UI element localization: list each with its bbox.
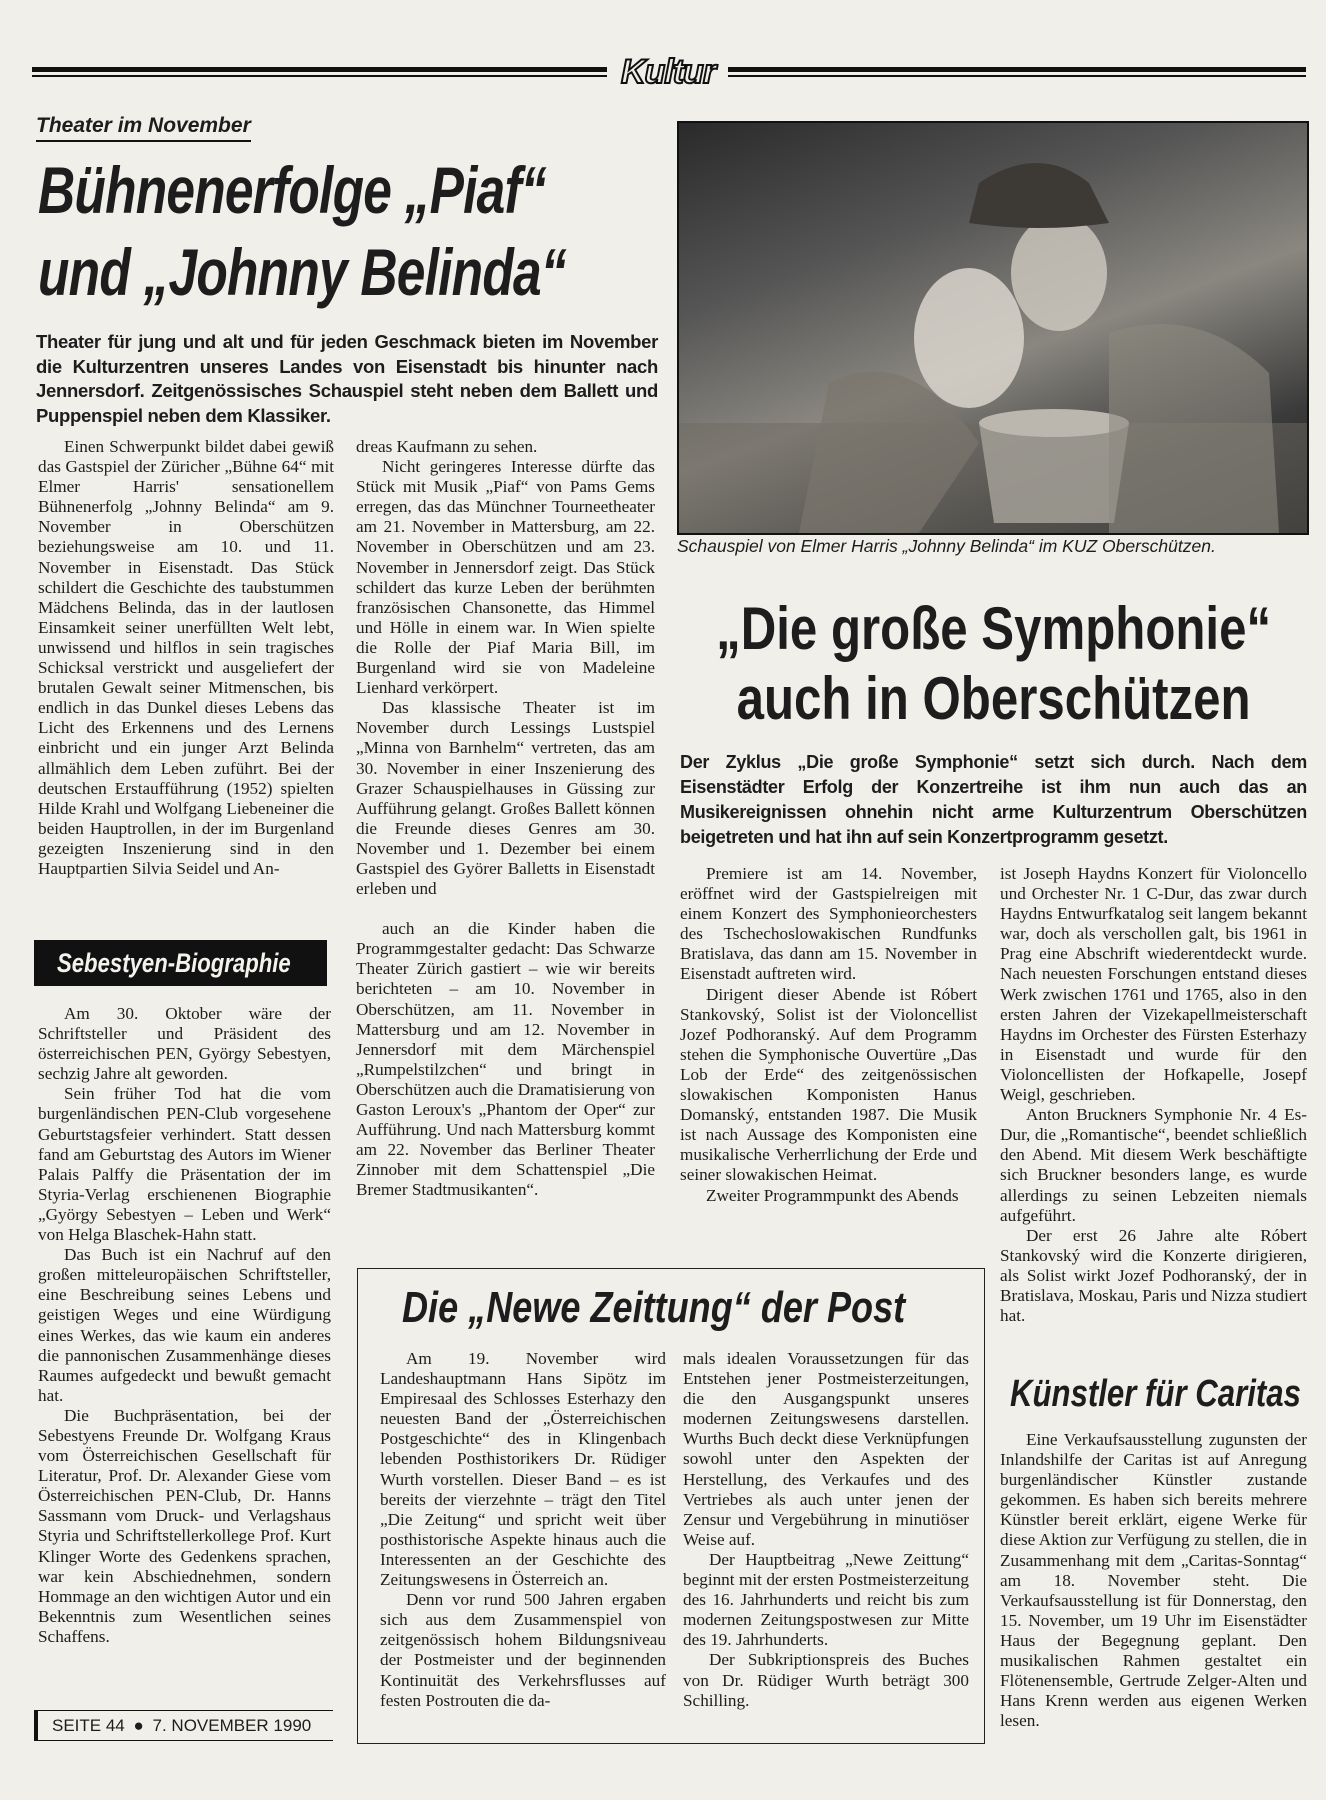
sebestyen-title: Sebestyen-Biographie <box>56 948 291 978</box>
newe-col1-para: Denn vor rund 500 Jahren ergaben sich aus dem Zusammenspiel von zeitgenössisch hohem Bildungsniveau der Postmeister und der beginnenden Kontinuität des Verkehrsflusses auf festen Postrouten die da- <box>380 1590 666 1710</box>
newe-col2-para: Der Subkriptionspreis des Buches von Dr. Rüdiger Wurth beträgt 300 Schilling. <box>683 1650 969 1710</box>
newe-col2-para: Der Hauptbeitrag „Newe Zeittung“ beginnt mit der ersten Postmeisterzeitung des 16. Jahrhunderts und reicht bis zum modernen Zeitungspostwesen zur Mitte des 19. Jahrhunderts. <box>683 1549 969 1650</box>
sebestyen-para: Am 30. Oktober wäre der Schriftsteller und Präsident des österreichischen PEN, György Sebestyen, sechzig Jahre alt geworden. <box>38 1004 331 1084</box>
article1-col1-para: Einen Schwerpunkt bildet dabei gewiß das Gastspiel der Züricher „Bühne 64“ mit Elmer Harris' sensationellem Bühnenerfolg „Johnny Belinda“ am 9. November in Oberschützen beziehungsweise am 10. und 11. November in Eisenstadt. Das Stück schildert die Geschichte des taubstummen Mädchens Belinda, das in der lautlosen Einsamkeit seiner unerfüllten Welt lebt, unwissend und hilflos in sein tragisches Schicksal verstrickt und ausgeliefert der brutalen Gewalt seiner Mitmenschen, bis endlich in das Dunkel dieses Lebens das Licht des Erkennens und des Lernens einbricht und ein junger Arzt Belinda allmählich dem Leben zuführt. Bei der deutschen Erstaufführung (1952) spielten Hilde Krahl und Wolfgang Liebeneiner die beiden Hauptrollen, in der im Burgenland gezeigten Inszenierung sind in den Hauptpartien Silvia Seidel und An- <box>38 437 334 878</box>
article1-col2-para: auch an die Kinder haben die Programmgestalter gedacht: Das Schwarze Theater Zürich gastiert – wie wir bereits berichteten – am 10. November in Oberschützen, am 11. November in Mattersburg und am 12. November in Jennersdorf mit dem Märchenspiel „Rumpelstilzchen“ und bringt in Oberschützen auch die Dramatisierung von Gaston Leroux's „Phantom der Oper“ zur Aufführung. Und nach Mattersburg kommt am 22. November das Berliner Theater Zinnober mit dem Schattenspiel „Die Bremer Stadtmusikanten“. <box>356 919 655 1200</box>
article1-kicker: Theater im November <box>36 114 251 142</box>
sebestyen-body <box>38 1004 331 1647</box>
article2-col2-para: ist Joseph Haydns Konzert für Violoncello und Orchester Nr. 1 C-Dur, das zwar durch Haydns Entwurfkatalog seit langem bekannt war, doch als verschollen galt, bis 1961 in Prag eine Abschrift wiederentdeckt wurde. Nach neuesten Forschungen entstand dieses Werk zwischen 1761 und 1765, also in den ersten Jahren der Vizekapellmeisterschaft Haydns im Orchester des Fürsten Esterhazy in Eisenstadt und wurde für den Violoncellisten der Hofkapelle, Josepf Weigl, geschrieben. <box>1000 864 1307 1105</box>
article2-lead: Der Zyklus „Die große Symphonie“ setzt sich durch. Nach dem Eisenstädter Erfolg der Konzertreihe ist ihm nun auch das an Musikereignissen ohnehin nicht arme Kulturzentrum Oberschützen beigetreten und hat ihn auf sein Konzertprogramm gesetzt. <box>680 752 1307 847</box>
article2-col2-para: Der erst 26 Jahre alte Róbert Stankovský wird die Konzerte dirigieren, als Solist wirkt Jozef Podhoranský, der in Bratislava, Moskau, Paris und Nizza studiert hat. <box>1000 1225 1307 1326</box>
article1-headline <box>38 150 646 312</box>
article2-col1-para: Dirigent dieser Abende ist Róbert Stankovský, Solist ist der Violoncellist Jozef Podhoranský. Auf dem Programm stehen die Symphonische Ouvertüre „Das Lob der Erde“ des zeitgenössischen slowakischen Komponisten Hanus Domanský, entstanden 1987. Die Musik ist nach Aussage des Komponisten eine musikalische Verherrlichung der Erde und seiner slowakischen Heimat. <box>680 984 977 1185</box>
article1-col2-para: Das klassische Theater ist im November durch Lessings Lustspiel „Minna von Barnhelm“ vertreten, das am 30. November in einer Inszenierung des Grazer Schauspielhauses in Güssing zur Aufführung gelangt. Großes Ballett können die Freunde dieses Genres am 30. November und 1. Dezember bei einem Gastspiel des Györer Balletts in Eisenstadt erleben und <box>356 698 655 899</box>
page-number: SEITE 44 <box>52 1716 125 1735</box>
headline-line-1: „Die große Symphonie“ <box>716 595 1272 662</box>
article1-lead: Theater für jung und alt und für jeden Geschmack bieten im November die Kulturzentren unseres Landes von Eisenstadt bis hinunter nach Jennersdorf. Zeitgenössisches Schauspiel steht neben dem Ballett und Puppenspiel neben dem Klassiker. <box>36 331 658 426</box>
newe-col2-para: mals idealen Voraussetzungen für das Entstehen jener Postmeisterzeitungen, die den Ausgangspunkt unseres modernen Zeitungswesens darstellen. Wurths Buch deckt diese Verknüpfungen sowohl unter den Aspekten der Herstellung, des Verkaufes und des Vertriebes als auch unter jenen der Zensur und Vergebührung in minutiöser Weise auf. <box>683 1349 969 1549</box>
photo-caption: Schauspiel von Elmer Harris „Johnny Belinda“ im KUZ Oberschützen. <box>677 536 1216 556</box>
newe-headline: Die „Newe Zeittung“ der Post <box>402 1283 906 1332</box>
article2-col1-para: Premiere ist am 14. November, eröffnet wird der Gastspielreigen mit einem Konzert des Symphonieorchesters des Tschechoslowakischen Rundfunks Bratislava, das dann am 15. November in Eisenstadt auftreten wird. <box>680 864 977 984</box>
article1-col2-para: Nicht geringeres Interesse dürfte das Stück mit Musik „Piaf“ von Pams Gems erregen, das das Münchner Tourneetheater am 21. November in Mattersburg, am 22. November in Oberschützen und am 23. November in Jennersdorf zeigt. Das Stück schildert das kurze Leben der berühmten französischen Chansonette, das Himmel und Hölle in einem war. In Wien spielte die Rolle der Piaf Maria Bill, im Burgenland wird sie von Madeleine Lienhard verkörpert. <box>356 457 655 698</box>
article1-col2-para: dreas Kaufmann zu sehen. <box>356 437 538 456</box>
page-footer <box>34 1710 333 1741</box>
caritas-para: Eine Verkaufsausstellung zugunsten der Inlandshilfe der Caritas ist auf Anregung burgenländischer Künstler zustande gekommen. Es haben sich bereits mehrere Künstler bereit erklärt, eigene Werke für diese Aktion zur Verfügung zu stellen, die in Zusammenhang mit dem „Caritas-Sonntag“ am 18. November steht. Die Verkaufsausstellung ist für Donnerstag, den 15. November, um 19 Uhr im Eisenstädter Haus der Begegnung geplant. Den musikalischen Rahmen gestaltet ein Flötenensemble, Gertrude Zelger-Alten und Hans Krenn werden aus eigenen Werken lesen. <box>1000 1430 1307 1731</box>
theater-photo <box>677 121 1309 535</box>
sebestyen-para: Das Buch ist ein Nachruf auf den großen mitteleuropäischen Schriftsteller, eine Beschreibung seines Lebens und geistigen Weges und eine Würdigung eines Werkes, das wie kaum ein anderes die pannonischen Zusammenhänge dieses Raumes aufgedeckt und bewußt gemacht hat. <box>38 1245 331 1405</box>
sebestyen-para: Die Buchpräsentation, bei der Sebestyens Freunde Dr. Wolfgang Kraus vom Österreichischen Gesellschaft für Literatur, Prof. Dr. Alexander Giese vom Österreichischen PEN-Club, Dr. Hanns Sassmann vom Druck- und Verlagshaus Styria und Schriftstellerkollege Prof. Kurt Klinger Worte des Gedenkens sprachen, war kein Abschiednehmen, sondern Hommage an den wichtigen Autor und ein Bekenntnis zum Wesentlichen seines Schaffens. <box>38 1405 331 1646</box>
caritas-headline: Künstler für Caritas <box>1010 1373 1301 1415</box>
newe-col1-para: Am 19. November wird Landeshauptmann Hans Sipötz im Empiresaal des Schlosses Esterhazy den neuesten Band der „Österreichischen Postgeschichte“ des in Klingenbach lebenden Posthistorikers Dr. Rüdiger Wurth vorstellen. Dieser Band – es ist bereits der vierzehnte – trägt den Titel „Die Zeitung“ und spricht weit über posthistorische Aspekte hinaus auch die Interessenten an der Geschichte des Zeitungswesens in Österreich an. <box>380 1349 666 1590</box>
article2-col2-para: Anton Bruckners Symphonie Nr. 4 Es-Dur, die „Romantische“, beendet schließlich den Abend. Mit diesem Werk beschäftigte sich Bruckner besonders lange, es wurde allerdings zu seinen Lebzeiten niemals aufgeführt. <box>1000 1105 1307 1225</box>
newe-box <box>357 1268 985 1744</box>
headline-line-1: Bühnenerfolge „Piaf“ <box>38 153 546 227</box>
article1-col2 <box>356 437 655 1200</box>
headline-line-2: und „Johnny Belinda“ <box>38 235 566 309</box>
article2-headline <box>682 594 1305 734</box>
article2-col1-para: Zweiter Programmpunkt des Abends <box>706 1185 959 1205</box>
issue-date: 7. NOVEMBER 1990 <box>152 1716 312 1735</box>
article2-col2 <box>1000 864 1307 1326</box>
headline-line-2: auch in Oberschützen <box>736 665 1251 732</box>
section-label: Kultur <box>620 53 716 91</box>
article1-col1 <box>38 437 334 879</box>
sebestyen-para: Sein früher Tod hat die vom burgenländischen PEN-Club vorgesehene Geburtstagsfeier verhindert. Statt dessen fand am Geburtstag des Autors im Wiener Palais Palffy die Präsentation der im Styria-Verlag erschienenen Biographie „György Sebestyen – Leben und Werk“ von Helga Blaschek-Hahn statt. <box>38 1084 331 1245</box>
bullet-icon: ● <box>133 1716 144 1735</box>
sebestyen-title-box <box>34 940 327 986</box>
photo-illustration <box>679 123 1307 533</box>
caritas-body <box>1000 1430 1307 1731</box>
newe-col2 <box>683 1349 969 1711</box>
newe-col1 <box>380 1349 666 1711</box>
article2-col1 <box>680 864 977 1206</box>
